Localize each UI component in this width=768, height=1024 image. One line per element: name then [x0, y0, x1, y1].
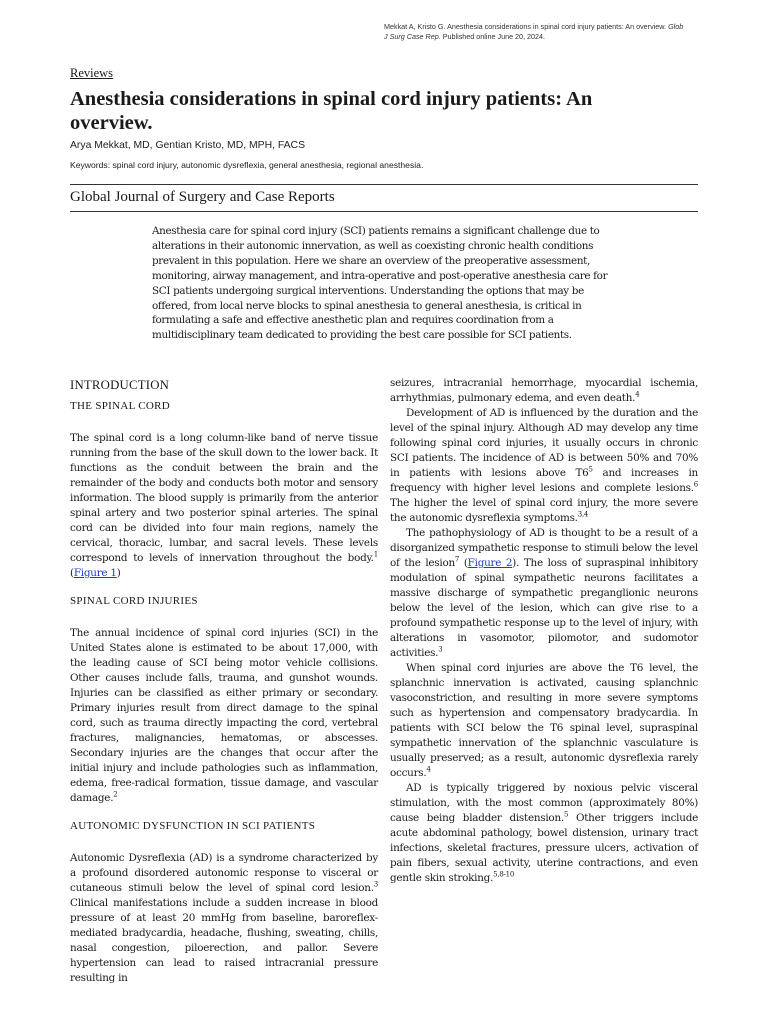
- ref-sup: 2: [113, 790, 118, 799]
- autonomic-paragraph: Autonomic Dysreflexia (AD) is a syndrome characterized by a profound disordered autonomic response to visceral or cutaneous stimuli below the level of spinal cord lesion.$^3$ Clinical manifestations include a sudden increase in blood pressure of at least 20 mmHg from baseline, baroreflex-mediated bradycardia, headache, flushing, sweating, chills, nasal congestion, piloerection, and pallor. Severe hypertension can lead to raised intracranial pressure resulting in: [70, 852, 378, 984]
- spinal-cord-paragraph: The spinal cord is a long column-like band of nerve tissue running from the base of the skull down to the lower back. It functions as the conduit between the brain and the remainder of the body and conducts both motor and sensory information. The blood supply is primarily from the anterior spinal artery and two posterior spinal arteries. The spinal cord can be divided into four main regions, namely the cervical, thoracic, lumbar, and sacral levels. These levels correspond to levels of innervation throughout the body.$^1$ (Figure 1): [70, 432, 378, 579]
- introduction-heading: INTRODUCTION: [70, 378, 170, 392]
- journal-name: Global Journal of Surgery and Case Reports: [70, 189, 335, 205]
- ref-sup: 6: [693, 480, 698, 489]
- ref-sup: 4: [635, 390, 640, 399]
- ref-sup: 3,4: [577, 510, 589, 519]
- citation-journal: Glob J Surg Case Rep.: [384, 22, 684, 41]
- citation-main: Mekkat A, Kristo G. Anesthesia considerations in spinal cord injury patients: An overview.: [384, 22, 667, 31]
- authors: Arya Mekkat, MD, Gentian Kristo, MD, MPH, FACS: [70, 140, 305, 151]
- figure-1-link[interactable]: Figure 1: [73, 567, 117, 579]
- top-divider: [70, 184, 698, 185]
- ref-sup: 5: [588, 465, 593, 474]
- spinal-cord-heading: THE SPINAL CORD: [70, 400, 171, 412]
- right-paragraph-3: The pathophysiology of AD is thought to be a result of a disorganized sympathetic response to stimuli below the level of the lesion$^7$ (Figure 2). The loss of supraspinal inhibitory modulation of spinal sympathetic neurons facilitates a massive discharge of sympathetic preganglionic neurons below the level of the lesion, which can give rise to a profound sympathetic response up to the level of injury, with alterations in vasomotor, pilomotor, and sudomotor activities.$^3$: [390, 527, 699, 659]
- right-paragraph-4: When spinal cord injuries are above the T6 level, the splanchnic innervation is activated, causing splanchnic vasoconstriction, and resulting in more severe symptoms such as hypertension and compensatory bradycardia. In patients with SCI below the T6 spinal level, supraspinal sympathetic innervation of the splanchnic vasculature is usually preserved; as a result, autonomic dysreflexia rarely occurs.$^4$: [390, 662, 698, 779]
- section-label[interactable]: Reviews: [70, 66, 114, 80]
- spinal-cord-injuries-heading: SPINAL CORD INJURIES: [70, 595, 198, 607]
- right-column: [390, 376, 698, 886]
- ref-sup: 1: [373, 550, 378, 559]
- journal-divider: [70, 211, 698, 212]
- ref-sup: 4: [426, 765, 431, 774]
- autonomic-dysfunction-heading: AUTONOMIC DYSFUNCTION IN SCI PATIENTS: [70, 820, 316, 832]
- right-paragraph-5: AD is typically triggered by noxious pelvic visceral stimulation, with the most common (approximately 80%) cause being bladder distension.$^5$ Other triggers include acute abdominal pathology, bowel distension, urinary tract infections, skeletal fractures, pressure ulcers, activation of pain fibers, sexual activity, uterine contractions, and even gentle skin stroking.$^{5,8-10}$: [390, 782, 698, 884]
- ref-sup: 3: [373, 880, 378, 889]
- citation-published: Published online June 20, 2024.: [442, 32, 546, 41]
- figure-2-link[interactable]: Figure 2: [467, 557, 513, 569]
- ref-sup: 5: [563, 810, 569, 819]
- ref-sup: 5,8-10: [493, 870, 515, 879]
- abstract: Anesthesia care for spinal cord injury (SCI) patients remains a significant challenge due to alterations in their autonomic innervation, as well as coexisting chronic health conditions prevalent in this population. Here we share an overview of the preoperative assessment, monitoring, airway management, and intra-operative and post-operative anesthesia care for SCI patients undergoing surgical interventions. Understanding the options that may be offered, from local nerve blocks to spinal anesthesia to general anesthesia, is critical in formulating a safe and effective anesthetic plan and requires coordination from a multidisciplinary team dedicated to providing the best care possible for SCI patients.: [152, 225, 608, 342]
- citation-header: [384, 22, 684, 42]
- right-paragraph-2: Development of AD is influenced by the duration and the level of the spinal injury. Although AD may develop any time following spinal cord injuries, it usually occurs in chronic SCI patients. The incidence of AD is between 50% and 70% in patients with lesions above $T6^5$ and increases in frequency with higher level lesions and complete lesions.$^6$ The higher the level of spinal cord injury, the more severe the autonomic dysreflexia symptoms.$^{3,4}$: [390, 407, 698, 524]
- article-title: Anesthesia considerations in spinal cord injury patients: An overview.: [70, 88, 593, 134]
- right-paragraph-1: seizures, intracranial hemorrhage, myocardial ischemia, arrhythmias, pulmonary edema, and even death.$^4$: [390, 377, 698, 404]
- ref-sup: 7: [454, 555, 460, 564]
- ref-sup: 3: [438, 645, 443, 654]
- keywords: Keywords: spinal cord injury, autonomic dysreflexia, general anesthesia, regional anesthesia.: [70, 160, 424, 170]
- injuries-paragraph: The annual incidence of spinal cord injuries (SCI) in the United States alone is estimated to be about 17,000, with the leading cause of SCI being motor vehicle collisions. Other causes include falls, trauma, and gunshot wounds. Injuries can be classified as either primary or secondary. Primary injuries result from direct damage to the spinal cord, such as trauma directly impacting the cord, vertebral fractures, malignancies, hematomas, or abscesses. Secondary injuries are the changes that occur after the initial injury and include pathologies such as inflammation, edema, free-radical formation, tissue damage, and vascular damage.$^2$: [70, 627, 378, 804]
- left-column: [70, 378, 378, 986]
